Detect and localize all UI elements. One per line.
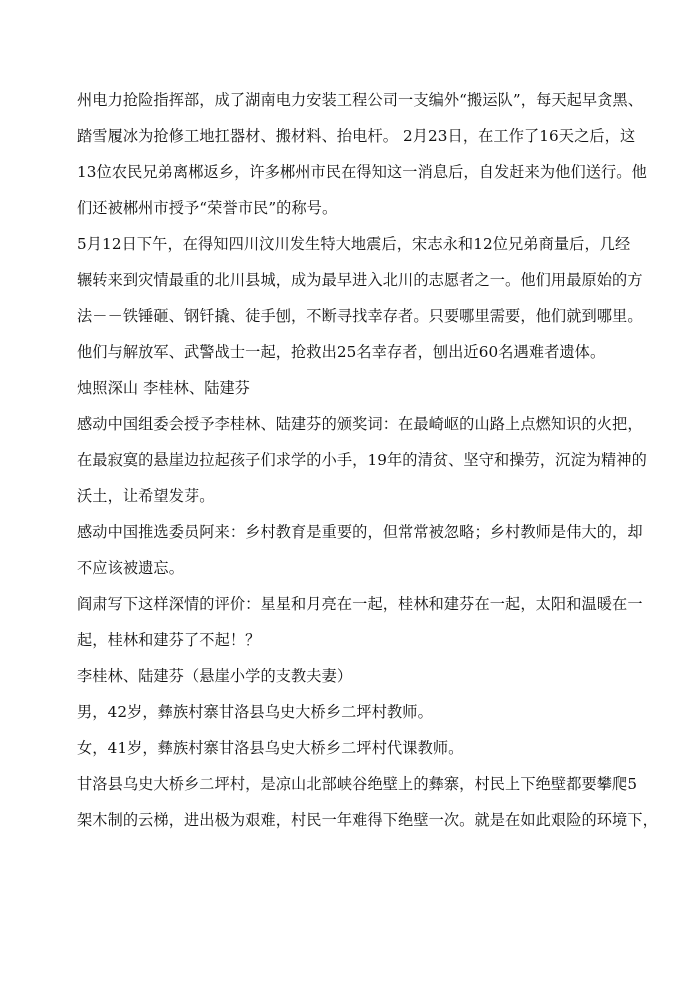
text-line: 辗转来到灾情最重的北川县城，成为最早进入北川的志愿者之一。他们用最原始的方 <box>77 271 643 289</box>
section-heading: 李桂林、陆建芬（悬崖小学的支教夫妻） <box>77 667 353 685</box>
text-line: 们还被郴州市授予“荣誉市民”的称号。 <box>77 199 338 217</box>
text-line: 感动中国推选委员阿来：乡村教育是重要的，但常常被忽略；乡村教师是伟大的，却 <box>77 523 643 541</box>
text-line: 甘洛县乌史大桥乡二坪村，是凉山北部峡谷绝壁上的彝寨，村民上下绝壁都要攀爬5 <box>77 775 638 793</box>
text-line: 5月12日下午，在得知四川汶川发生特大地震后，宋志永和12位兄弟商量后，几经 <box>77 235 631 253</box>
text-line: 阎肃写下这样深情的评价：星星和月亮在一起，桂林和建芬在一起，太阳和温暖在一 <box>77 595 643 613</box>
text-line: 踏雪履冰为抢修工地扛器材、搬材料、抬电杆。 2月23日，在工作了16天之后，这 <box>77 127 636 145</box>
document-body <box>77 82 658 838</box>
section-heading: 烛照深山 李桂林、陆建芬 <box>77 379 251 397</box>
text-line: 他们与解放军、武警战士一起，抢救出25名幸存者，刨出近60名遇难者遗体。 <box>77 343 606 361</box>
text-line: 13位农民兄弟离郴返乡，许多郴州市民在得知这一消息后，自发赶来为他们送行。他 <box>77 163 647 181</box>
text-line: 女，41岁，彝族村寨甘洛县乌史大桥乡二坪村代课教师。 <box>77 739 464 757</box>
text-line: 沃土，让希望发芽。 <box>77 487 215 505</box>
text-line: 不应该被遗忘。 <box>77 559 185 577</box>
text-line: 感动中国组委会授予李桂林、陆建芬的颁奖词：在最崎岖的山路上点燃知识的火把， <box>77 415 643 433</box>
text-line: 架木制的云梯，进出极为艰难，村民一年难得下绝壁一次。就是在如此艰险的环境下， <box>77 811 658 829</box>
text-line: 州电力抢险指挥部，成了湖南电力安装工程公司一支编外“搬运队”，每天起早贪黑、 <box>77 91 644 109</box>
text-line: 男，42岁，彝族村寨甘洛县乌史大桥乡二坪村教师。 <box>77 703 433 721</box>
text-line: 在最寂寞的悬崖边拉起孩子们求学的小手，19年的清贫、坚守和操劳，沉淀为精神的 <box>77 451 647 469</box>
text-line: 法－－铁锤砸、钢钎撬、徒手刨，不断寻找幸存者。只要哪里需要，他们就到哪里。 <box>77 307 643 325</box>
text-line: 起，桂林和建芬了不起！？ <box>77 631 261 649</box>
